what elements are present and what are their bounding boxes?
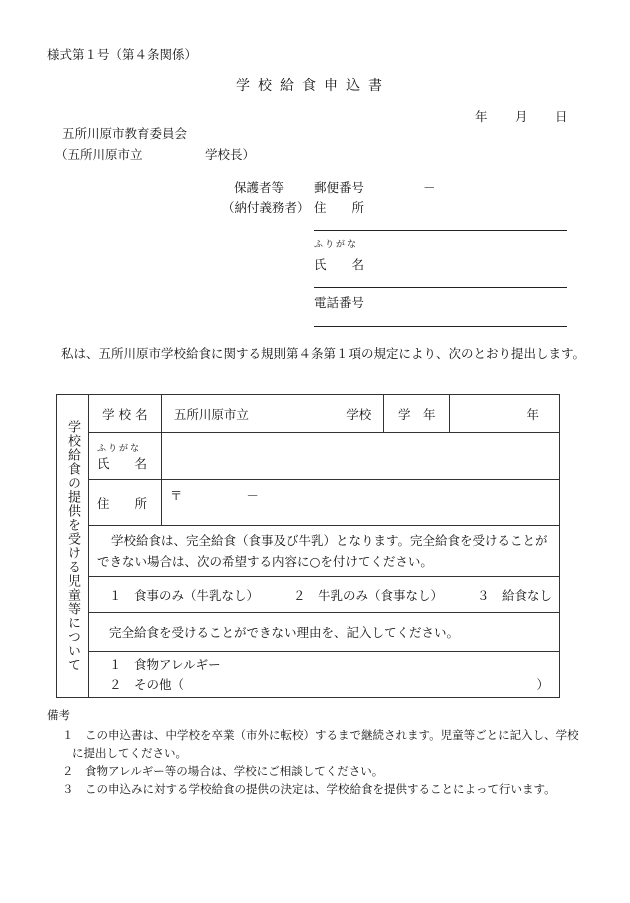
date-year-label: 年: [475, 109, 488, 124]
form-number: 様式第１号（第４条関係）: [47, 47, 198, 62]
notes-list: [62, 726, 582, 798]
child-name-field[interactable]: [161, 433, 559, 480]
child-furigana-label: ふりがな: [96, 443, 141, 454]
guardian-label: 保護者等: [234, 180, 285, 195]
reason-other[interactable]: ２ その他（: [108, 676, 184, 692]
date-month-label: 月: [515, 109, 528, 124]
postal-code-label: 郵便番号: [314, 180, 365, 195]
reason-options: [88, 652, 559, 698]
guardian-address-label: 住 所: [314, 200, 365, 215]
child-info-table: [56, 394, 560, 698]
school-name-suffix: 学校: [346, 406, 372, 422]
grade-suffix: 年: [526, 406, 539, 422]
child-postal-dash: －: [246, 488, 259, 503]
note-item: ３ この申込みに対する学校給食の提供の決定は、学校給食を提供することによって行います。: [62, 782, 556, 796]
notes-heading: 備考: [47, 708, 70, 722]
note-item: １ この申込書は、中学校を卒業（市外に転校）するまで継続されます。児童等ごとに記入し、学校に提出してください。: [62, 728, 579, 760]
reason-other-close: ）: [536, 676, 549, 692]
child-name-label-cell: [88, 433, 161, 480]
page-title: 学校給食申込書: [236, 78, 390, 94]
reason-food-allergy[interactable]: １ 食物アレルギー: [108, 656, 221, 672]
option-no-meal[interactable]: ３ 給食なし: [476, 587, 552, 603]
intro-paragraph: 私は、五所川原市学校給食に関する規則第４条第１項の規定により、次のとおり提出します。: [61, 346, 586, 361]
side-label: 学校給食の提供を受ける児童等について: [64, 420, 80, 672]
postal-code-dash: －: [423, 180, 436, 195]
complete-meal-info: 学校給食は、完全給食（食事及び牛乳）となります。完全給食を受けることができない場合は、次の希望する内容に○を付けてください。: [88, 526, 559, 577]
guardian-furigana-label: ふりがな: [314, 240, 359, 250]
grade-label: 学 年: [384, 395, 450, 433]
guardian-name-label: 氏 名: [314, 257, 365, 272]
school-name-prefix: 五所川原市立: [173, 406, 249, 422]
addressee-school-prefix: （五所川原市立: [55, 147, 143, 162]
child-address-field[interactable]: [161, 480, 559, 526]
option-meal-only[interactable]: １ 食事のみ（牛乳なし）: [108, 587, 259, 603]
guardian-name-line: [314, 287, 567, 288]
postal-mark: 〒: [169, 488, 183, 503]
school-name-label: 学 校 名: [88, 395, 161, 433]
child-address-label: 住 所: [88, 480, 161, 526]
meal-options-row: [88, 577, 559, 613]
side-label-cell: [57, 395, 89, 698]
guardian-address-line: [314, 230, 567, 231]
grade-field[interactable]: [450, 395, 560, 433]
reason-instruction: 完全給食を受けることができない理由を、記入してください。: [88, 613, 559, 652]
school-name-field[interactable]: [161, 395, 383, 433]
addressee-principal: 学校長）: [205, 147, 256, 162]
child-name-label: 氏 名: [96, 455, 147, 471]
guardian-sublabel: （納付義務者）: [222, 200, 310, 215]
guardian-phone-line: [314, 326, 567, 327]
guardian-phone-label: 電話番号: [314, 295, 365, 310]
note-item: ２ 食物アレルギー等の場合は、学校にご相談してください。: [62, 764, 384, 778]
addressee-board: 五所川原市教育委員会: [62, 126, 188, 141]
option-milk-only[interactable]: ２ 牛乳のみ（食事なし）: [292, 587, 443, 603]
date-day-label: 日: [555, 109, 568, 124]
